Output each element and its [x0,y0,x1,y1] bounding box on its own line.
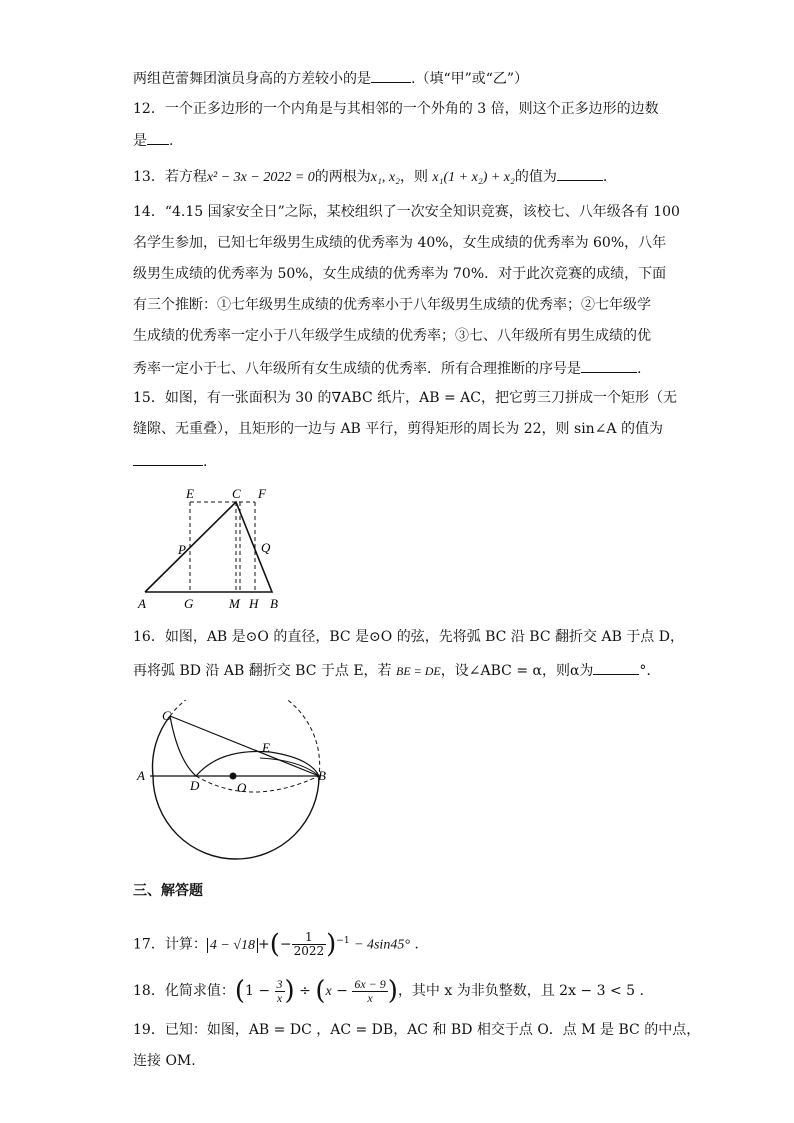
label-F: F [258,486,266,501]
q13-expression: x₁(1 + x₂) + x₂ [432,170,515,185]
q14-line3: 级男生成绩的优秀率为 50%，女生成绩的优秀率为 70%．对于此次竞赛的成绩，下面 [133,266,667,282]
q13-roots: x₁, x₂ [370,170,400,185]
q18-f1-denominator: x [276,990,283,1005]
q16-line2 [133,660,651,680]
q18-tail: ，其中 x 为非负整数，且 2x − 3 < 5 . [397,983,644,999]
section-heading-solutions: 三、解答题 [133,883,203,899]
q13-prefix: 13．若方程 [133,169,207,185]
q12-answer-blank [147,130,169,145]
q15-line3 [133,451,207,471]
label-G: G [184,596,194,611]
label-B: B [318,768,326,783]
q17-prefix: 17．计算： [133,936,207,953]
label-O: O [237,780,247,795]
q18-fraction1 [275,978,285,1005]
folded-arc-BD-dashed [196,776,319,792]
q12-prefix: 是 [133,133,147,149]
q14-line6-text: 秀率一定小于七、八年级所有女生成绩的优秀率．所有合理推断的序号是 [133,361,581,377]
label-P: P [178,542,186,557]
q18-paren1-open: ( [234,976,245,1006]
q16-circle-fold-figure [130,700,330,870]
q18-f2-denominator: x [367,990,373,1005]
label-H: H [249,596,259,611]
q16-answer-blank [593,660,639,675]
q12-suffix: . [169,133,174,149]
q18-f1-numerator: 3 [276,976,283,991]
q16-middle: ，设∠ABC = α，则α为 [440,663,594,679]
q13-suffix: 的值为 [514,169,557,185]
circle-lower-arc [153,776,319,859]
q18-fraction2 [352,978,387,1005]
q11-tail-line [133,68,528,88]
q18-paren2-open: ( [315,976,326,1006]
q14-line1: 14．“4.15 国家安全日”之际，某校组织了一次安全知识竞赛，该校七、八年级各有 100 [133,204,680,220]
q16-prefix: 再将弧 BD 沿 AB 翻折交 BC 于点 E，若 [133,663,396,679]
q18-prefix: 18．化简求值： [133,983,235,999]
q14-end: . [637,361,642,377]
circle-left-arc [153,716,170,776]
label-E: E [262,740,270,755]
q15-line1: 15．如图，有一张面积为 30 的∇ABC 纸片，AB = AC，把它剪三刀拼成一个矩形（无 [133,390,677,406]
triangle-ABC [145,502,272,592]
q11-answer-blank [371,68,411,83]
q19-line2: 连接 OM. [133,1053,196,1069]
q17-fraction [292,931,327,958]
q13-middle: 的两根为 [314,169,371,185]
label-C: C [232,486,241,501]
q14-line4: 有三个推断：①七年级男生成绩的优秀率小于八年级男生成绩的优秀率；②七年级学 [133,297,651,313]
q14-answer-blank [581,358,637,373]
q11-suffix: .（填“甲”或“乙”） [411,71,529,87]
label-M: M [229,596,240,611]
q14-line6 [133,358,641,378]
q13-line [133,166,607,187]
q17-exponent: −1 [336,936,350,946]
q11-text: 两组芭蕾舞团演员身高的方差较小的是 [133,71,371,87]
label-B: B [270,596,278,611]
q17-numerator: 1 [292,931,327,945]
q12-line1: 12．一个正多边形的一个内角是与其相邻的一个外角的 3 倍，则这个正多边形的边数 [133,101,659,117]
q17-line: 17．计算： 4 − √18 +(− $\frac{1}{2022}$ )$^{-1}$ − 4sin45° . [133,929,419,960]
q17-right-paren: ) [326,929,337,960]
center-point-O [230,773,237,780]
q17-plus: + [257,936,270,953]
chord-BC [170,716,319,776]
q16-arc-equality: BE = DE [396,664,441,678]
arc-near-E [260,758,319,776]
q17-denominator: 2022 [293,944,325,959]
q18-paren2-close: ) [387,976,398,1006]
q13-end: . [602,169,608,185]
q16-end: °. [639,663,651,679]
q17-end: . [414,936,419,953]
label-D: D [190,778,200,793]
q15-line2: 缝隙、无重叠），且矩形的一边与 AB 平行，剪得矩形的周长为 22，则 sin∠A 的值为 [133,421,663,437]
q17-tail: − 4sin45° [354,937,410,953]
q13-answer-blank [557,166,603,181]
q18-line: 18．化简求值：(1 − $\frac{3}{x}$ ) ÷ (x − $\frac{6x - 9}{x}$ )，其中 x 为非负整数，且 2x − 3 < 5 . [133,976,644,1006]
q14-line2: 名学生参加，已知七年级男生成绩的优秀率为 40%，女生成绩的优秀率为 60%，八年 [133,235,667,251]
q15-triangle-rectangle-figure [130,482,300,614]
label-Q: Q [261,540,271,555]
q19-line1: 19．已知：如图，AB = DC ，AC = DB，AC 和 BD 相交于点 O．点 M 是 BC 的中点， [133,1022,701,1038]
q15-end: . [203,454,208,470]
label-A: A [138,596,146,611]
q17-left-paren: ( [269,929,280,960]
label-E: E [186,486,194,501]
q17-absolute-value: 4 − √18 [207,938,258,953]
q13-comma: ，则 [399,169,428,185]
q12-line2 [133,130,173,150]
q13-equation: x² − 3x − 2022 = 0 [206,170,315,185]
q14-line5: 生成绩的优秀率一定小于八年级学生成绩的优秀率；③七、八年级所有男生成绩的优 [133,328,651,344]
label-A: A [137,768,145,783]
q18-f2-numerator: 6x − 9 [354,976,386,991]
q16-line1: 16．如图，AB 是⊙O 的直径，BC 是⊙O 的弦，先将弧 BC 沿 BC 翻折交 AB 于点 D， [133,629,684,645]
q18-paren1-close: ) [284,976,295,1006]
q15-answer-blank [133,451,203,466]
label-C: C [162,708,171,723]
